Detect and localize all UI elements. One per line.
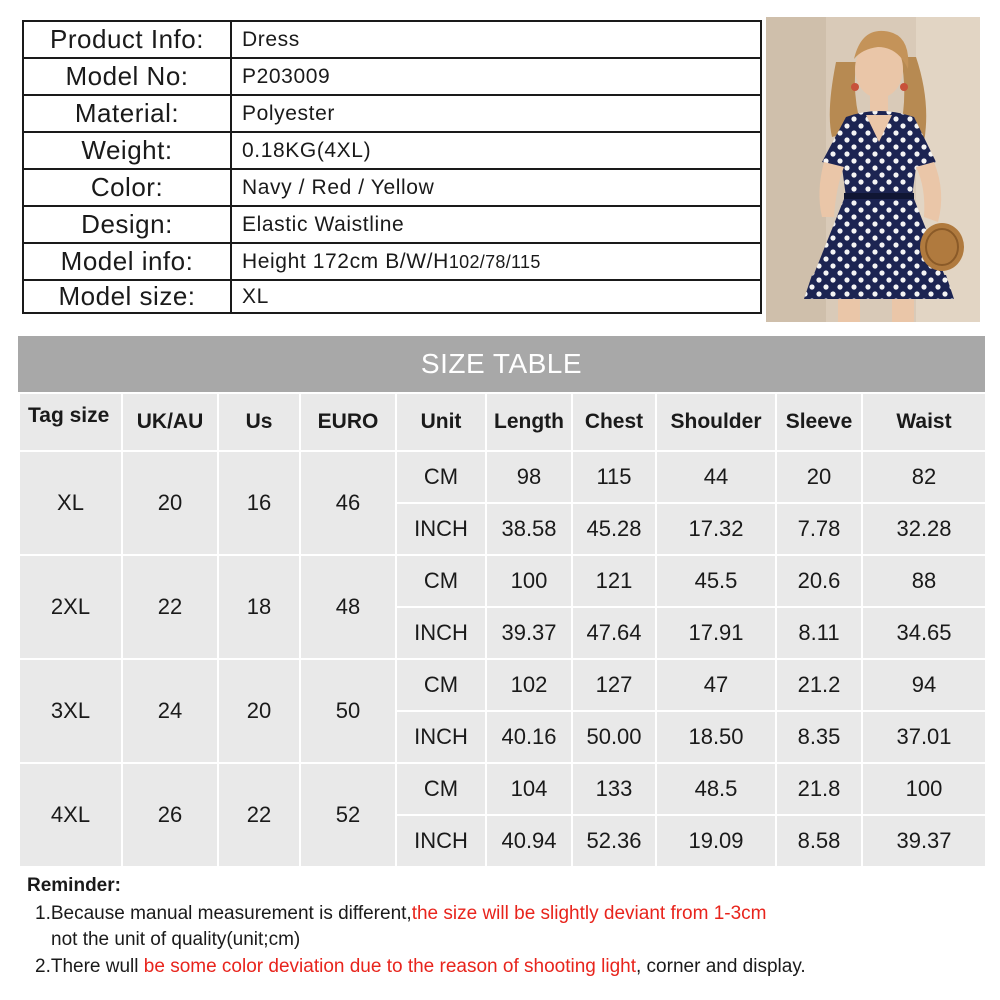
waist-cell: 37.01: [862, 711, 986, 763]
info-value: P203009: [231, 58, 761, 95]
euro-cell: 46: [300, 451, 396, 555]
chest-cell: 45.28: [572, 503, 656, 555]
unit-cell: INCH: [396, 607, 486, 659]
chest-cell: 47.64: [572, 607, 656, 659]
model-measurements: 102/78/115: [448, 251, 541, 272]
info-row-model-no: [23, 58, 761, 95]
euro-cell: 50: [300, 659, 396, 763]
uk-au-cell: 22: [122, 555, 218, 659]
info-value: Dress: [231, 21, 761, 58]
shoulder-cell: 17.32: [656, 503, 776, 555]
reminder-highlight: the size will be slightly deviant from 1-3cm: [411, 903, 767, 924]
info-row-product: [23, 21, 761, 58]
column-header: Waist: [862, 393, 986, 451]
unit-cell: CM: [396, 555, 486, 607]
us-cell: 18: [218, 555, 300, 659]
unit-cell: CM: [396, 451, 486, 503]
column-header: Chest: [572, 393, 656, 451]
info-row-model-info: [23, 243, 761, 280]
sleeve-cell: 7.78: [776, 503, 862, 555]
unit-cell: INCH: [396, 815, 486, 867]
model-height: Height 172cm B/W/H: [242, 249, 449, 273]
info-row-color: [23, 169, 761, 206]
shoulder-cell: 19.09: [656, 815, 776, 867]
length-cell: 38.58: [486, 503, 572, 555]
product-info-table: [22, 20, 762, 314]
length-cell: 40.16: [486, 711, 572, 763]
unit-cell: CM: [396, 763, 486, 815]
chest-cell: 52.36: [572, 815, 656, 867]
size-table-header-row: [19, 393, 986, 451]
column-header: UK/AU: [122, 393, 218, 451]
table-row: [19, 555, 986, 607]
unit-cell: INCH: [396, 503, 486, 555]
us-cell: 16: [218, 451, 300, 555]
shoulder-cell: 45.5: [656, 555, 776, 607]
shoulder-cell: 17.91: [656, 607, 776, 659]
uk-au-cell: 20: [122, 451, 218, 555]
sleeve-cell: 20: [776, 451, 862, 503]
reminder-text: 1.Because manual measurement is different,: [35, 903, 412, 924]
sleeve-cell: 8.11: [776, 607, 862, 659]
column-header: EURO: [300, 393, 396, 451]
size-table-title: SIZE TABLE: [18, 336, 985, 392]
length-cell: 102: [486, 659, 572, 711]
unit-cell: INCH: [396, 711, 486, 763]
table-row: [19, 659, 986, 711]
waist-cell: 94: [862, 659, 986, 711]
info-value: 0.18KG(4XL): [231, 132, 761, 169]
reminder-line-1: [27, 901, 987, 927]
size-table-panel: [18, 336, 985, 862]
info-row-weight: [23, 132, 761, 169]
column-header: Unit: [396, 393, 486, 451]
tag-size-cell: XL: [19, 451, 122, 555]
sleeve-cell: 21.2: [776, 659, 862, 711]
chest-cell: 127: [572, 659, 656, 711]
info-label: Model No:: [23, 58, 231, 95]
shoulder-cell: 18.50: [656, 711, 776, 763]
info-label: Model size:: [23, 280, 231, 313]
model-photo: [766, 17, 980, 322]
reminder-highlight: be some color deviation due to the reason of shooting light: [143, 956, 636, 977]
info-label: Weight:: [23, 132, 231, 169]
uk-au-cell: 24: [122, 659, 218, 763]
reminder-section: [27, 873, 987, 980]
waist-cell: 82: [862, 451, 986, 503]
info-label: Material:: [23, 95, 231, 132]
info-row-model-size: [23, 280, 761, 313]
info-label: Model info:: [23, 243, 231, 280]
info-value: [231, 243, 761, 280]
column-header: Sleeve: [776, 393, 862, 451]
sleeve-cell: 8.35: [776, 711, 862, 763]
info-row-design: [23, 206, 761, 243]
info-label: Design:: [23, 206, 231, 243]
reminder-line-2: [27, 954, 987, 980]
info-row-material: [23, 95, 761, 132]
waist-cell: 34.65: [862, 607, 986, 659]
tag-size-cell: 3XL: [19, 659, 122, 763]
chest-cell: 133: [572, 763, 656, 815]
info-value: Elastic Waistline: [231, 206, 761, 243]
table-row: [19, 451, 986, 503]
euro-cell: 52: [300, 763, 396, 867]
reminder-text: 2.There wull: [35, 956, 144, 977]
table-row: [19, 763, 986, 815]
shoulder-cell: 44: [656, 451, 776, 503]
shoulder-cell: 47: [656, 659, 776, 711]
sleeve-cell: 21.8: [776, 763, 862, 815]
length-cell: 39.37: [486, 607, 572, 659]
waist-cell: 88: [862, 555, 986, 607]
us-cell: 20: [218, 659, 300, 763]
model-illustration: [766, 17, 980, 322]
shoulder-cell: 48.5: [656, 763, 776, 815]
euro-cell: 48: [300, 555, 396, 659]
reminder-text: , corner and display.: [636, 956, 806, 977]
us-cell: 22: [218, 763, 300, 867]
length-cell: 98: [486, 451, 572, 503]
sleeve-cell: 8.58: [776, 815, 862, 867]
info-value: Polyester: [231, 95, 761, 132]
sleeve-cell: 20.6: [776, 555, 862, 607]
column-header: Us: [218, 393, 300, 451]
chest-cell: 50.00: [572, 711, 656, 763]
length-cell: 104: [486, 763, 572, 815]
info-label: Product Info:: [23, 21, 231, 58]
unit-cell: CM: [396, 659, 486, 711]
length-cell: 40.94: [486, 815, 572, 867]
waist-cell: 100: [862, 763, 986, 815]
uk-au-cell: 26: [122, 763, 218, 867]
reminder-title: Reminder:: [27, 875, 121, 896]
column-header: Length: [486, 393, 572, 451]
reminder-line-1-continued: not the unit of quality(unit;cm): [51, 929, 301, 950]
waist-cell: 32.28: [862, 503, 986, 555]
waist-cell: 39.37: [862, 815, 986, 867]
chest-cell: 121: [572, 555, 656, 607]
chest-cell: 115: [572, 451, 656, 503]
info-value: XL: [231, 280, 761, 313]
column-header: Tag size: [19, 393, 122, 451]
size-table: [18, 392, 987, 868]
column-header: Shoulder: [656, 393, 776, 451]
info-value: Navy / Red / Yellow: [231, 169, 761, 206]
tag-size-cell: 4XL: [19, 763, 122, 867]
info-label: Color:: [23, 169, 231, 206]
tag-size-cell: 2XL: [19, 555, 122, 659]
length-cell: 100: [486, 555, 572, 607]
